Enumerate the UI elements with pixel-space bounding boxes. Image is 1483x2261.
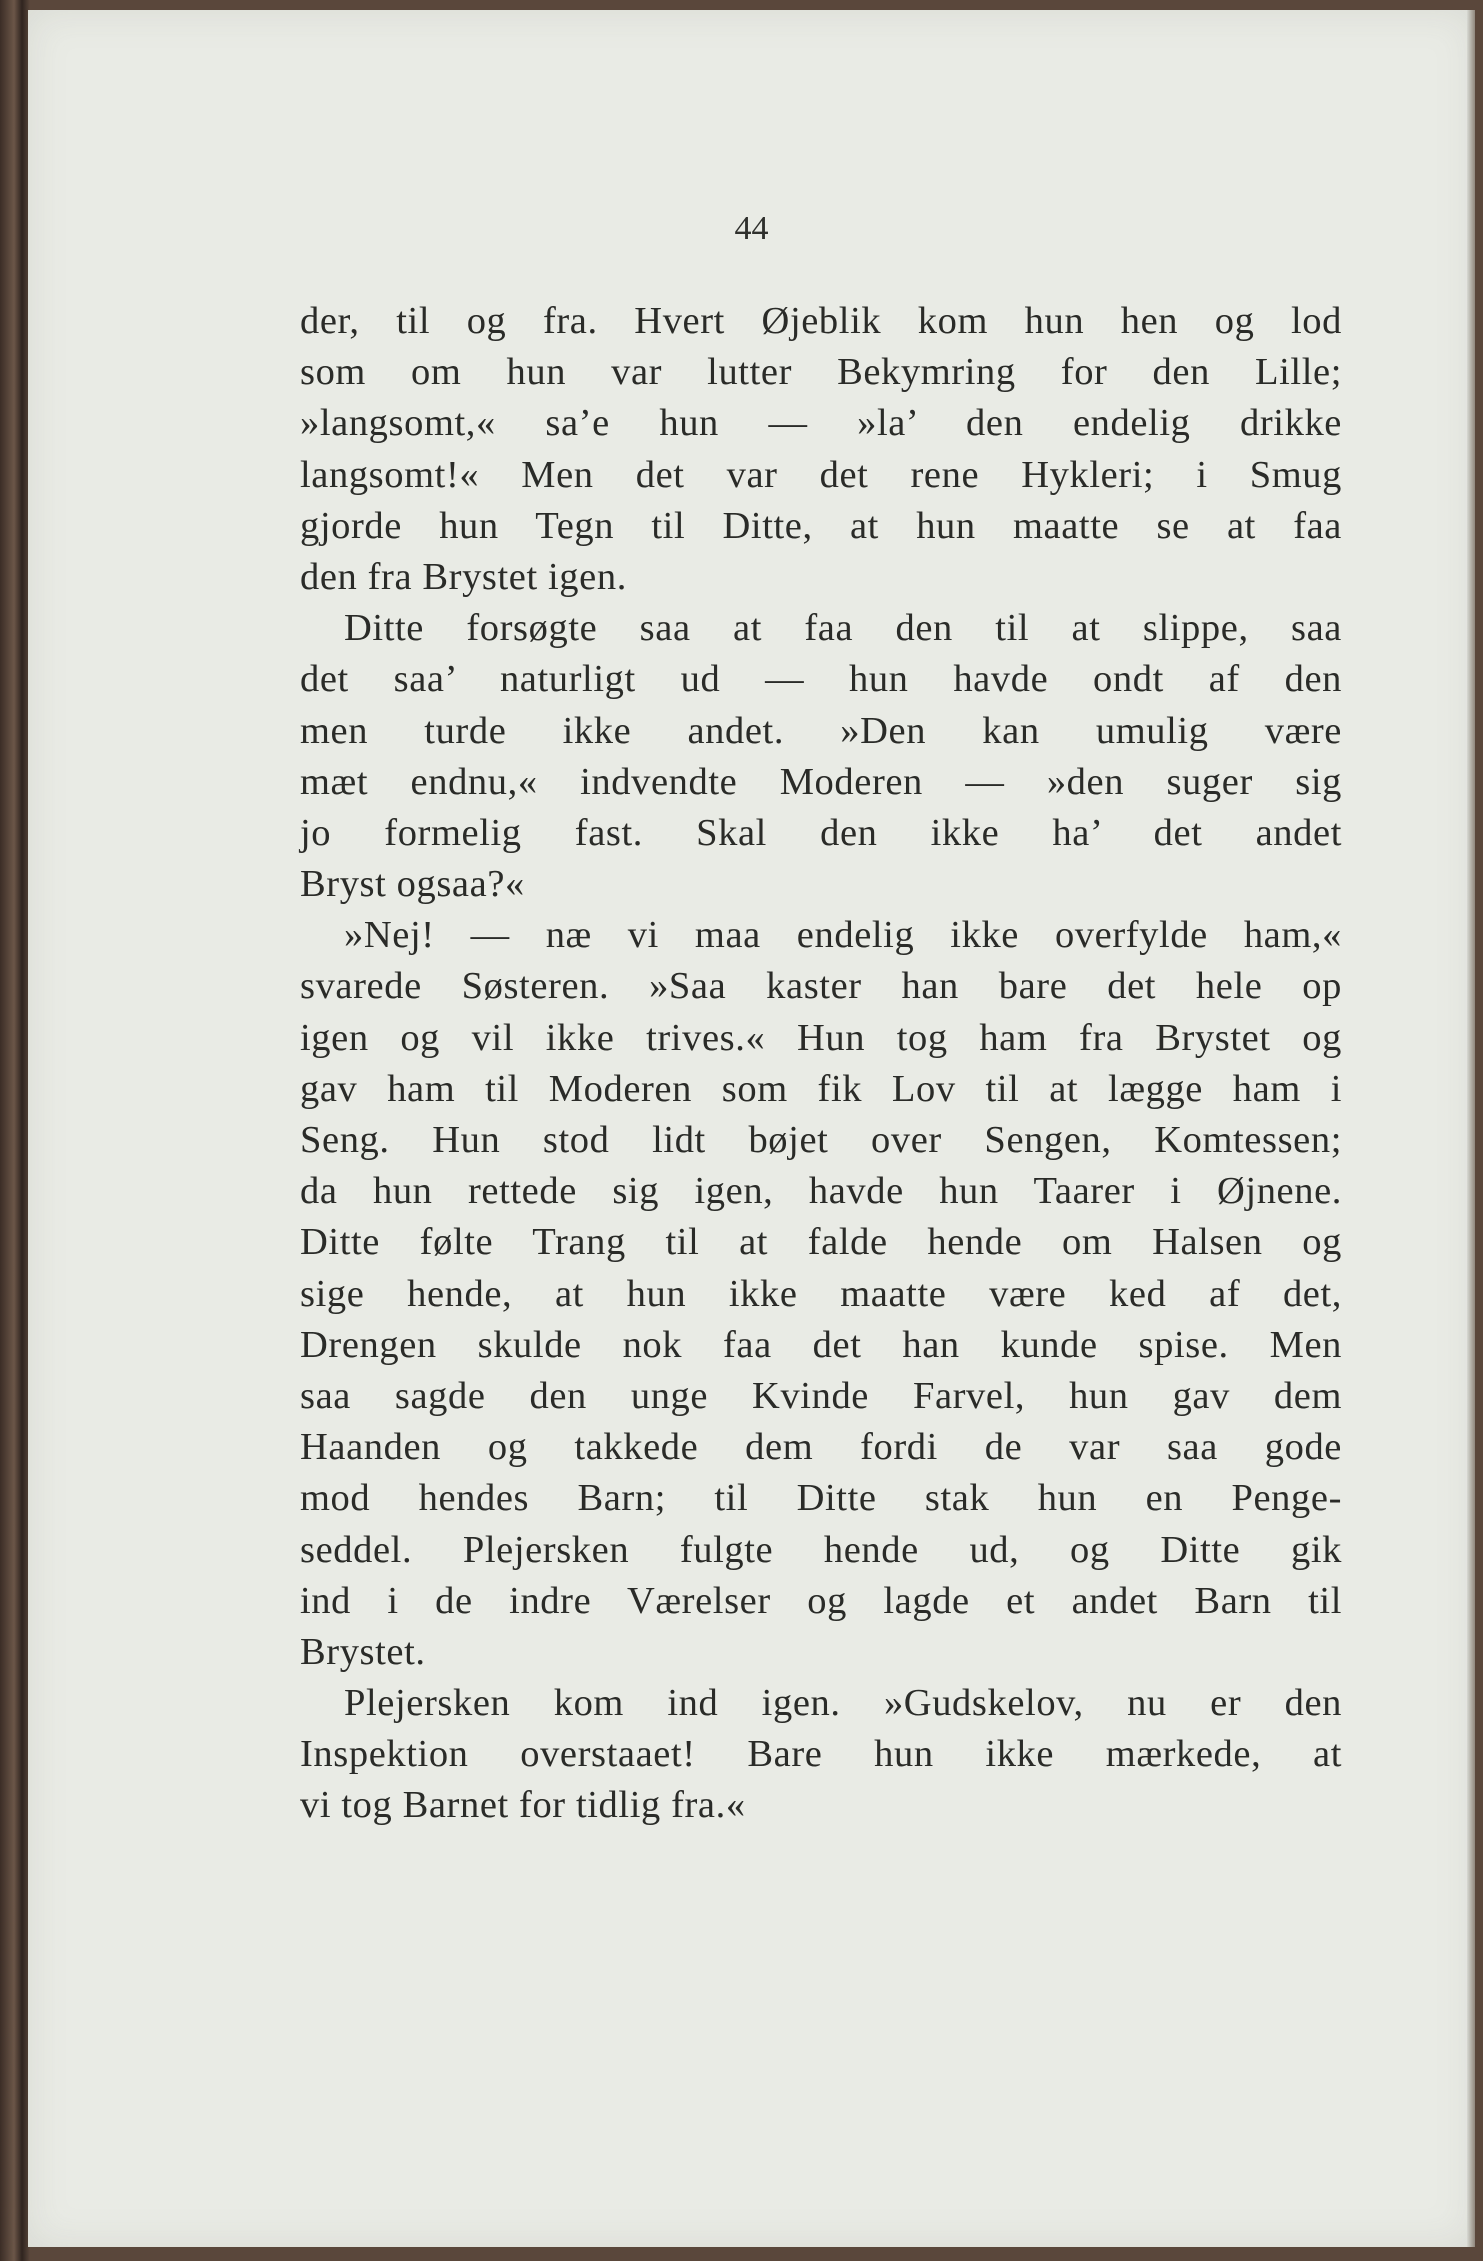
text-line: igen og vil ikke trives.« Hun tog ham fra Brystet og	[300, 1016, 1342, 1059]
text-line: langsomt!« Men det var det rene Hykleri; i Smug	[300, 453, 1342, 496]
text-line: Seng. Hun stod lidt bøjet over Sengen, Komtessen;	[300, 1119, 1342, 1161]
text-line: Bryst ogsaa?«	[300, 863, 525, 906]
text-line: seddel. Plejersken fulgte hende ud, og Ditte gik	[300, 1528, 1342, 1571]
text-line: saa sagde den unge Kvinde Farvel, hun gav dem	[300, 1374, 1342, 1417]
text-line: den fra Brystet igen.	[300, 555, 627, 598]
text-line: Ditte følte Trang til at falde hende om Halsen og	[300, 1221, 1342, 1264]
text-line: der, til og fra. Hvert Øjeblik kom hun hen og lod	[300, 300, 1342, 342]
text-line: »Nej! — næ vi maa endelig ikke overfylde ham,«	[344, 914, 1342, 957]
body-text	[300, 296, 1342, 1832]
text-line: svarede Søsteren. »Saa kaster han bare det hele op	[300, 965, 1342, 1008]
text-line: da hun rettede sig igen, havde hun Taarer i Øjnene.	[300, 1170, 1342, 1213]
text-line: gjorde hun Tegn til Ditte, at hun maatte se at faa	[300, 504, 1342, 547]
text-line: vi tog Barnet for tidlig fra.«	[300, 1784, 746, 1827]
text-line: Inspektion overstaaet! Bare hun ikke mærkede, at	[300, 1733, 1342, 1776]
text-line: Drengen skulde nok faa det han kunde spise. Men	[300, 1323, 1342, 1366]
text-line: jo formelig fast. Skal den ikke ha’ det andet	[300, 811, 1342, 854]
text-line: Plejersken kom ind igen. »Gudskelov, nu er den	[344, 1682, 1342, 1725]
text-line: som om hun var lutter Bekymring for den Lille;	[300, 351, 1342, 394]
text-line: »langsomt,« sa’e hun — »la’ den endelig drikke	[300, 402, 1342, 445]
text-line: sige hende, at hun ikke maatte være ked af det,	[300, 1272, 1342, 1315]
page-number: 44	[734, 210, 769, 247]
text-line: det saa’ naturligt ud — hun havde ondt af den	[300, 658, 1342, 701]
text-line: gav ham til Moderen som fik Lov til at lægge ham i	[300, 1067, 1342, 1110]
page-edge	[1467, 10, 1475, 2247]
text-line: Haanden og takkede dem fordi de var saa gode	[300, 1426, 1342, 1469]
book-page	[28, 10, 1475, 2247]
text-line: men turde ikke andet. »Den kan umulig være	[300, 709, 1342, 752]
text-line: Brystet.	[300, 1630, 426, 1673]
text-line: ind i de indre Værelser og lagde et andet Barn til	[300, 1579, 1342, 1622]
text-line: mæt endnu,« indvendte Moderen — »den suger sig	[300, 760, 1342, 803]
text-line: Ditte forsøgte saa at faa den til at slippe, saa	[344, 607, 1342, 650]
text-line: mod hendes Barn; til Ditte stak hun en Penge-	[300, 1477, 1342, 1520]
